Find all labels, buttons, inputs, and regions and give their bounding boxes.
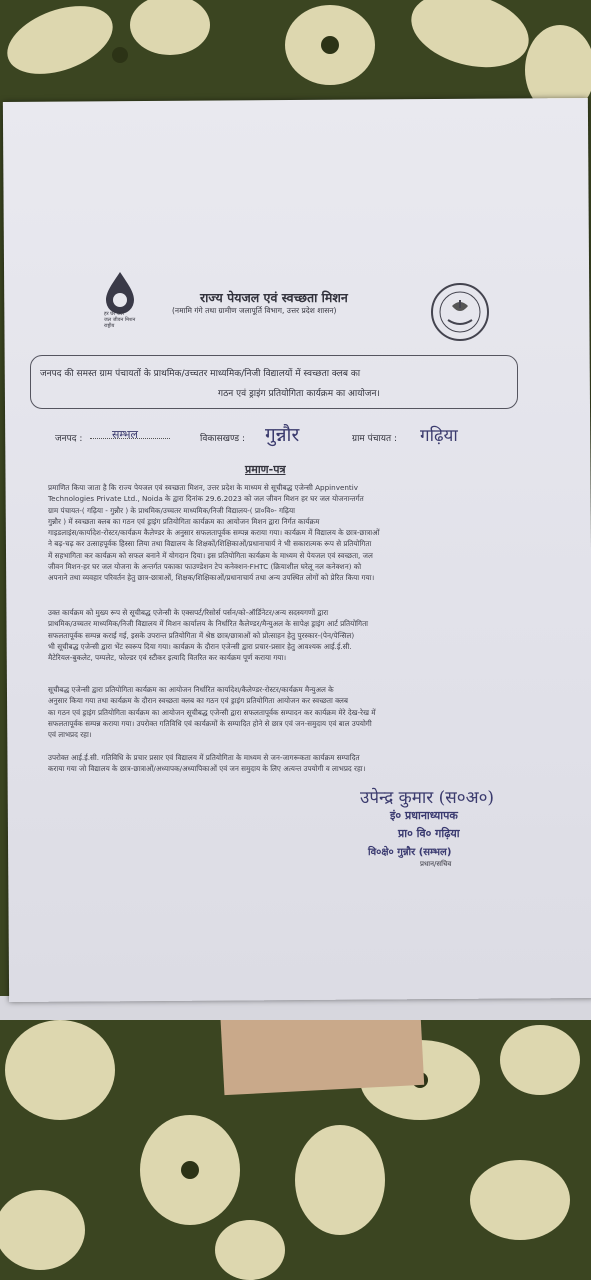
p1-line: ने बढ़-चढ़ कर उत्साहपूर्वक हिस्सा लिया तथा विद्यालय के शिक्षकों/शिक्षिकाओं/प्रधानाचार्य ने भी सकारात्मक रूप से प्रतियोगिता [48,539,372,549]
p3-line: सूचीबद्ध एजेन्सी द्वारा प्रतियोगिता कार्यक्रम का आयोजन निर्धारित कार्यादेश/कैलेण्डर-रोस्टर/कार्यक्रम मैन्युअल के [48,685,334,694]
signature-label: प्रधान/सचिव [420,860,452,868]
program-title-line1: जनपद की समस्त ग्राम पंचायतों के प्राथमिक/उच्चतर माध्यमिक/निजी विद्यालयों में स्वच्छता क्लब का [40,369,361,379]
logo-caption-line2: जल जीवन मिशन [104,317,136,323]
block-label: विकासखण्ड : [200,434,246,444]
p2-line: उक्त कार्यक्रम को मुख्य रूप से सूचीबद्ध एजेन्सी के एक्सपर्ट/रिसोर्स पर्सन/को-ऑर्डिनेटर/अन्य सदस्यगणों द्वारा [48,608,329,617]
p4-line: कराया गया जो विद्यालय के छात्र-छात्राओं/अध्यापक/अध्यापिकाओं एवं जन समुदाय के लिए अत्यन्त उपयोगी व लाभप्रद रहा। [48,764,366,774]
p1-line: Technologies Private Ltd., Noida के द्वारा दिनांक 29.6.2023 को जल जीवन मिशन हर घर जल योजनान्तर्गत [48,494,364,504]
paragraph-4 [48,752,526,775]
signature-designation: इं० प्रधानाध्यापक [390,809,458,822]
panchayat-label: ग्राम पंचायत : [352,434,398,444]
paragraph-3 [48,684,526,740]
logo-caption [104,311,135,329]
mission-name: राज्य पेयजल एवं स्वच्छता मिशन [200,290,348,305]
program-title-box [30,355,518,409]
p1-line: प्रमाणित किया जाता है कि राज्य पेयजल एवं स्वच्छता मिशन, उत्तर प्रदेश के माध्यम से सूचीबद्ध एजेन्सी Appinventiv [48,483,358,492]
panchayat-value: गढ़िया [420,426,458,446]
district-label: जनपद : [55,434,83,444]
up-government-seal-icon [430,282,490,342]
certificate-title: प्रमाण-पत्र [245,463,286,476]
p3-line: का गठन एवं ड्राइंग प्रतियोगिता कार्यक्रम का आयोजन सूचीबद्ध एजेन्सी द्वारा सफलतापूर्वक सम्पादन कर कार्यक्रम मेरे देख-रेख में [48,707,376,717]
signature-school: प्रा० वि० गढ़िया [398,827,460,840]
p1-line: ग्राम पंचायत-( गढ़िया - गुन्नौर ) के प्राथमिक/उच्चतर माध्यमिक/निजी विद्यालय-( प्रा०वि०- गढ़िया [48,505,295,515]
p2-line: मैटेरियल-बुकलेट, पम्पलेट, फोल्डर एवं स्टीकर इत्यादि वितरित कर कार्यक्रम पूर्ण कराया गया। [48,653,287,663]
program-title-line2: गठन एवं ड्राइंग प्रतियोगिता कार्यक्रम का आयोजन। [218,389,380,399]
signature-name: उपेन्द्र कुमार (स०अ०) [360,788,495,808]
logo-caption-line1: हर घर जल [104,311,124,317]
district-value: सम्भल [112,428,138,441]
p3-line: अनुसार किया गया तथा कार्यक्रम के दौरान स्वच्छता क्लब का गठन एवं ड्राइंग प्रतियोगिता आयोजन कर स्वच्छता क्लब [48,696,348,706]
district-underline [90,438,170,439]
p2-line: सफलतापूर्वक सम्पन्न कराई गई, इसके उपरान्त प्रतियोगिता में श्रेष्ठ छात्र/छात्राओं को प्रोत्साहन हेतु पुरस्कार-(पेन/पेन्सिल) [48,630,355,640]
p1-line: गुन्नौर ) में स्वच्छता क्लब का गठन एवं ड्राइंग प्रतियोगिता कार्यक्रम का आयोजन मिशन द्वारा निर्गत कार्यक्रम [48,516,320,526]
p3-line: सफलतापूर्वक सम्पन्न कराया गया। उपरोक्त गतिविधि एवं कार्यक्रमों के सम्पादित होने से छात्र एवं जन-समुदाय एवं बाल उपयोगी [48,718,372,728]
p1-line: में सहभागिता कर कार्यक्रम को सफल बनाने में योगदान दिया। इस प्रतियोगिता कार्यक्रम के माध्यम से पेयजल एवं स्वच्छता, जल [48,550,373,560]
signature-block: वि०क्षे० गुन्नौर (सम्भल) [368,847,452,858]
p1-line: गाइडलाइंस/कार्यादेश-रोस्टर/कार्यक्रम कैलेण्डर के अनुसार सफलतापूर्वक सम्पन्न कराया गया। कार्यक्रम में विद्यालय के छात्र-छात्राओं [48,528,380,538]
p1-line: अपनाने तथा व्यवहार परिवर्तन हेतु छात्र-छात्राओं, शिक्षक/शिक्षिकाओं/प्रधानाचार्य तथा अन्य उपस्थित लोगों को प्रेरित किया गया। [48,573,375,583]
p3-line: एवं लाभप्रद रहा। [48,730,92,740]
p2-line: भी सूचीबद्ध एजेन्सी द्वारा भेंट स्वरूप दिया गया। कार्यक्रम के दौरान एजेन्सी द्वारा प्रचार-प्रसार हेतु आवश्यक आई.ई.सी. [48,641,352,651]
paragraph-1 [48,482,526,584]
p4-line: उपरोक्त आई.ई.सी. गतिविधि के प्रचार प्रसार एवं विद्यालय में प्रतियोगिता के माध्यम से जन-जागरूकता कार्यक्रम सम्पादित [48,753,360,762]
paragraph-2 [48,607,526,663]
mission-subtitle: (नमामि गंगे तथा ग्रामीण जलापूर्ति विभाग, उत्तर प्रदेश शासन) [172,306,337,315]
logo-caption-line3: राष्ट्रीय [104,323,115,329]
block-value: गुन्नौर [265,424,300,446]
p2-line: प्राथमिक/उच्चतर माध्यमिक/निजी विद्यालय में मिशन कार्यालय के निर्धारित कैलेण्डर/मैन्युअल के सापेक्ष ड्राइंग आर्ट प्रतियोगिता [48,619,369,629]
p1-line: जीवन मिशन-हर घर जल योजना के अन्तर्गत पकाका फाउण्डेशन टेप कनेक्शन-FHTC (क्रियाशील घरेलू नल कनेक्शन) को [48,562,362,572]
